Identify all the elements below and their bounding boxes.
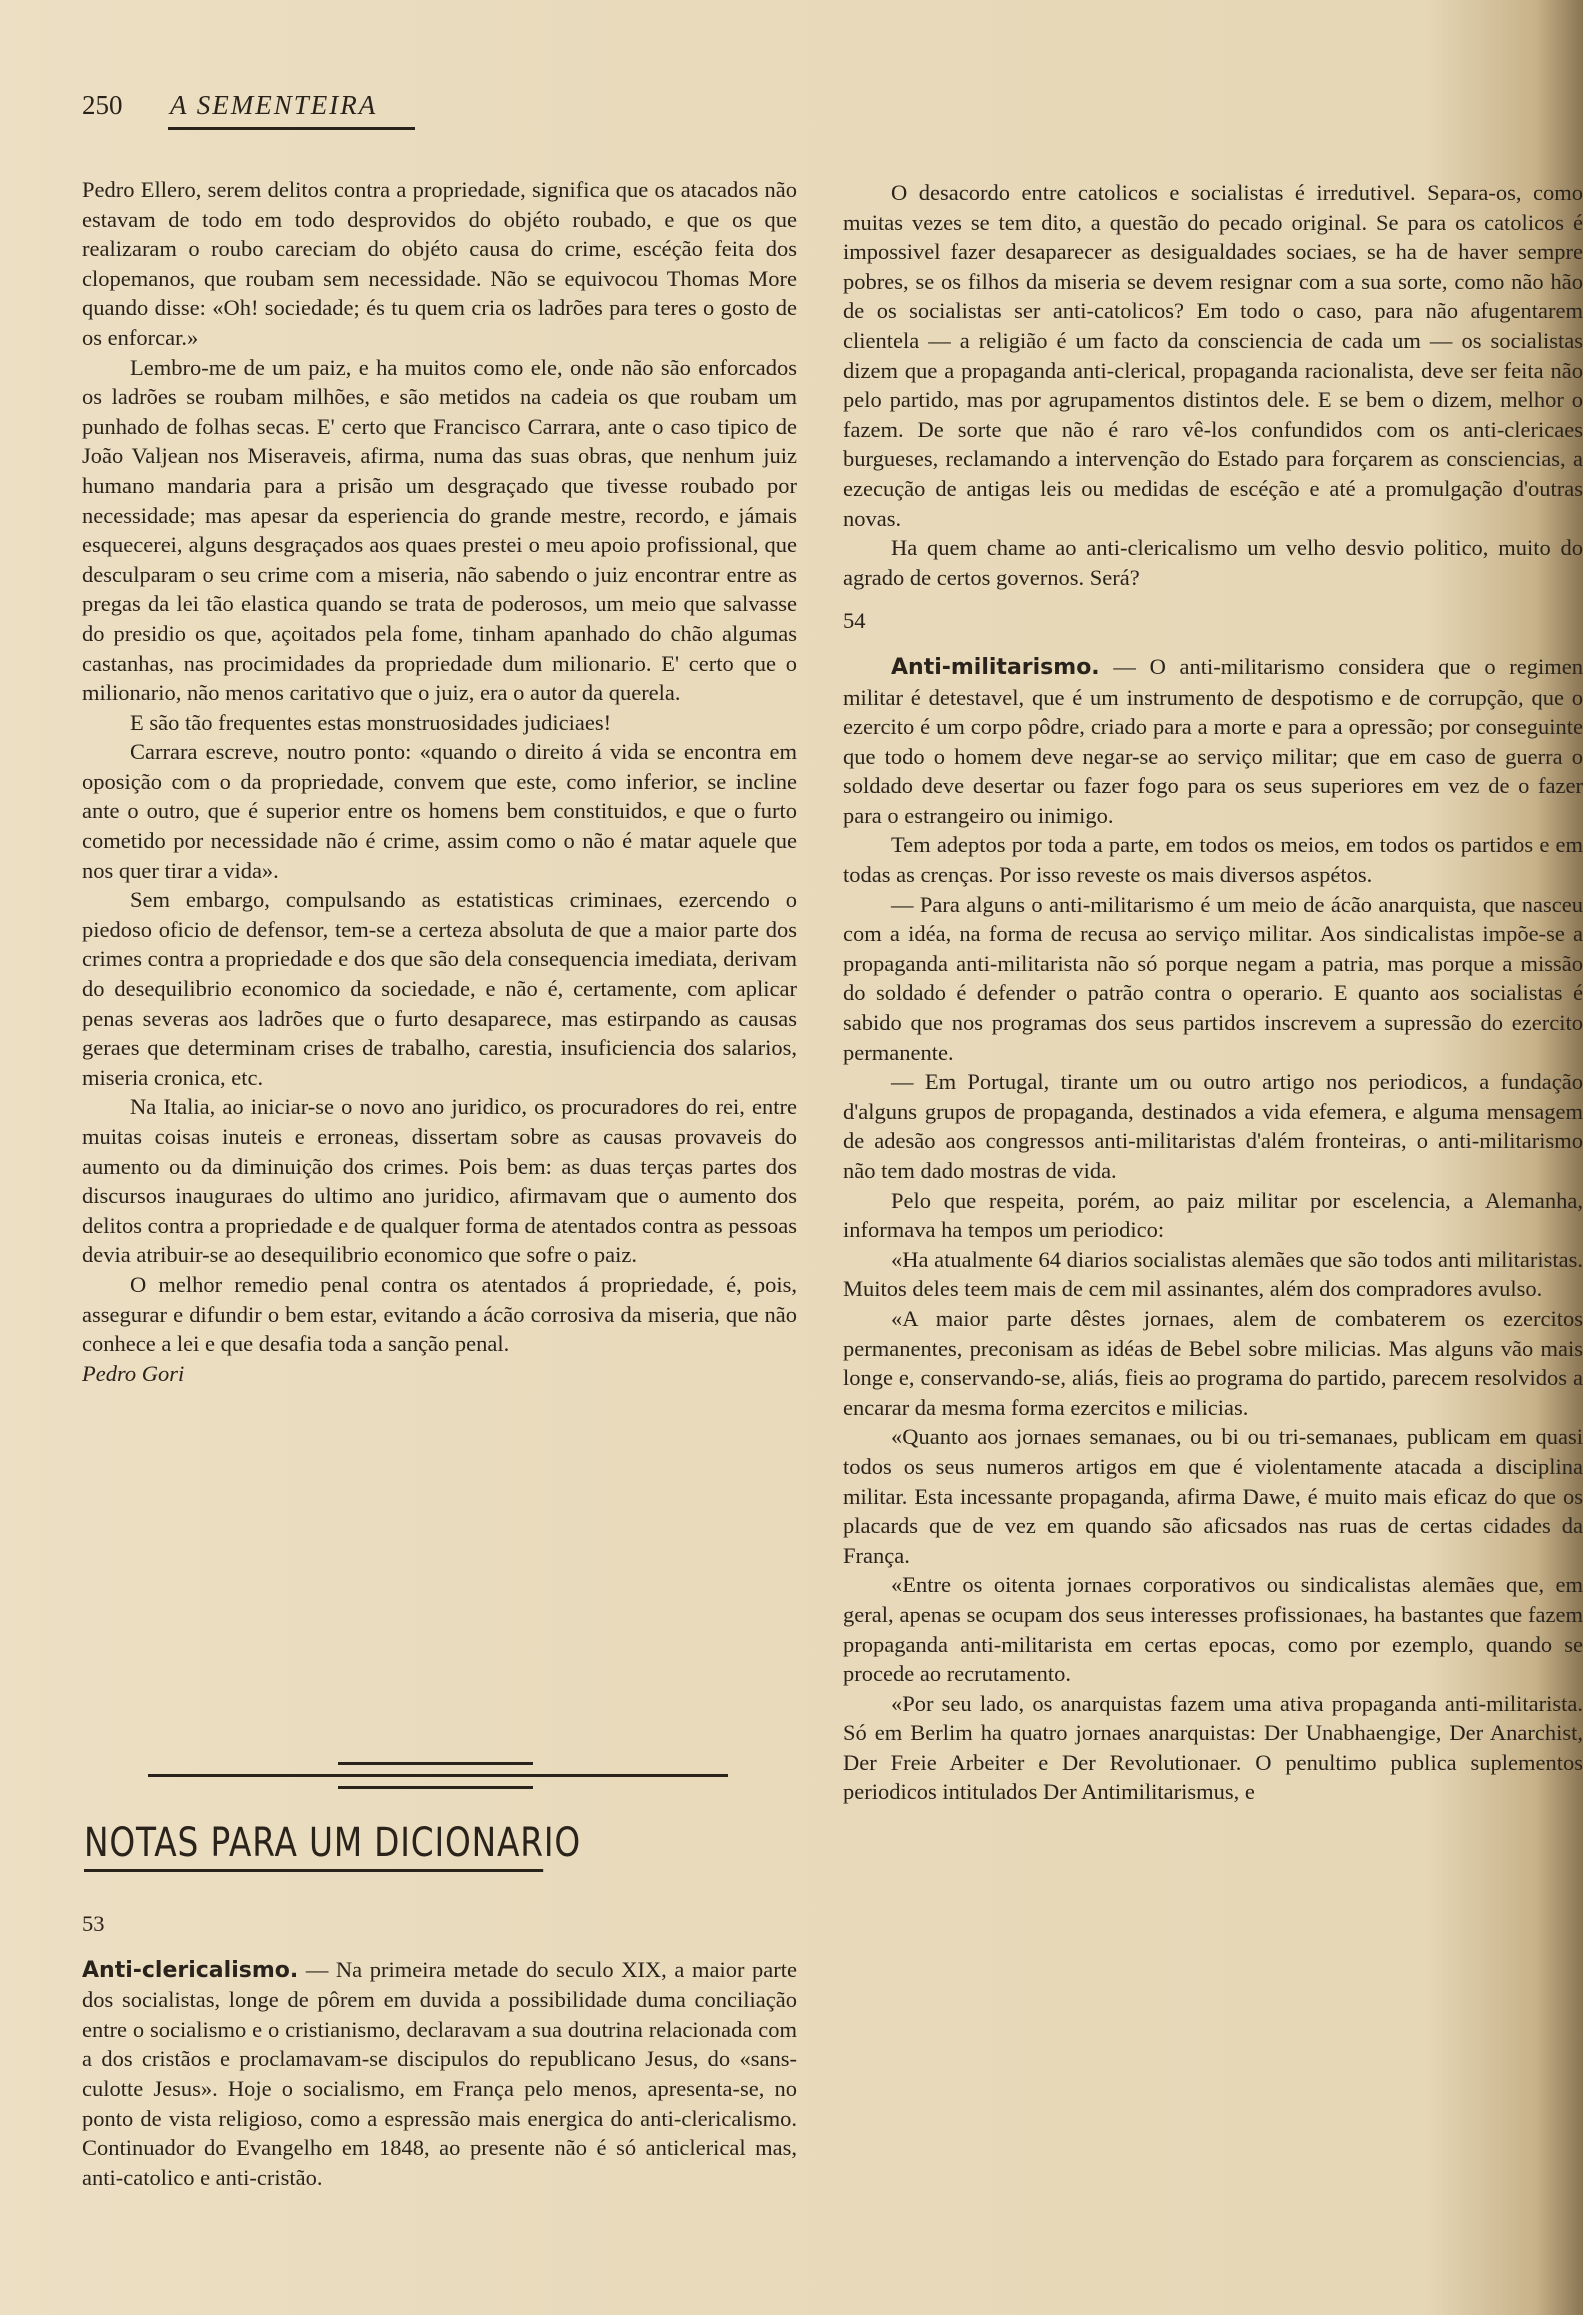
section-divider [148,1770,728,1806]
paragraph: E são tão frequentes estas monstruosidades judiciaes! [130,709,612,735]
left-column [82,175,797,1388]
entry-term: Anti-clericalismo. [82,1957,299,1983]
entry-text: — O anti-militarismo considera que o regimen militar é detestavel, que é um instrumento de despotismo e de corrupção, que o ezercito é um corpo pôdre, criado para a morte e para a opressão; por conseguinte que todo o homem deve negar-se ao serviço militar; que em caso de guerra o soldado deve desertar ou fazer fogo para os seus superiores em vez de o fazer para o estrangeiro ou inimigo. [843,653,1583,828]
entry-number: 54 [843,608,866,634]
entry-term: Anti-militarismo. [891,654,1100,680]
paragraph: «Quanto aos jornaes semanaes, ou bi ou tri-semanaes, publicam em quasi todos os seus numeros artigos em que é violentamente atacada a disciplina militar. Esta incessante propaganda, afirma Dawe, é muito mais eficaz do que os placards que de vez em quando são aficsados nas ruas de certas cidades da França. [843,1424,1583,1568]
paragraph: O desacordo entre catolicos e socialistas é irredutivel. Separa-os, como muitas vezes se tem dito, a questão do pecado original. Se para os catolicos é impossivel fazer desaparecer as desigualdades sociaes, se ha de haver sempre pobres, se os filhos da miseria se devem resignar com a sua sorte, como não hão de os socialistas ser anti-catolicos? Em todo o caso, para não afugentarem clientela — a religião é um facto da consciencia de cada um — os socialistas dizem que a propaganda anti-clerical, propaganda racionalista, deve ser feita não pelo partido, mas por agrupamentos distintos dele. E se bem o dizem, melhor o fazem. De sorte que não é raro vê-los confundidos com os anti-clericaes burgueses, reclamando a intervenção do Estado para forçarem as consciencias, a ezecução de antigas leis ou medidas de escéção e até a promulgação d'outras novas. [843,180,1583,531]
paragraph: Carrara escreve, noutro ponto: «quando o direito á vida se encontra em oposição com o da propriedade, convem que este, como inferior, se incline ante o outro, que é superior entre os homens bem constituidos, e que o furto cometido por necessidade não é crime, assim como o não é matar aquele que nos quer tirar a vida». [82,739,797,883]
paragraph: «Ha atualmente 64 diarios socialistas alemães que são todos anti militaristas. Muitos deles teem mais de cem mil assinantes, além dos compradores avulso. [843,1246,1583,1302]
entry-number: 53 [82,1911,105,1936]
paragraph: O melhor remedio penal contra os atentados á propriedade, é, pois, assegurar e difundir o bem estar, evitando a ácão corrosiva da miseria, que não conhece a lei e que desafia toda a sanção penal. [82,1271,797,1357]
paragraph: «A maior parte dêstes jornaes, alem de combaterem os ezercitos permanentes, preconisam as idéas de Bebel sobre milicias. Mas alguns vão mais longe e, conservando-se, aliás, fieis ao programa do partido, parecem resolvidos a encarar da mesma forma ezercitos e milicias. [843,1305,1583,1420]
paragraph: Ha quem chame ao anti-clericalismo um velho desvio politico, muito do agrado de certos governos. Será? [843,535,1583,590]
paragraph: — Em Portugal, tirante um ou outro artigo nos periodicos, a fundação d'alguns grupos de propaganda, destinados a vida efemera, e alguma mensagem de adesão aos congressos anti-militaristas d'além fronteiras, o anti-militarismo não tem dado mostras de vida. [843,1069,1583,1183]
entry-53 [82,1895,797,2192]
paragraph: «Por seu lado, os anarquistas fazem uma ativa propaganda anti-militarista. Só em Berlim ha quatro jornaes anarquistas: Der Unabhaengige, Der Anarchist, Der Freie Arbeiter e Der Revolutionaer. O penultimo publica suplementos periodicos intitulados Der Antimilitarismus, e [843,1690,1583,1805]
paragraph: Pelo que respeita, porém, ao paiz militar por escelencia, a Alemanha, informava ha tempos um periodico: [843,1187,1583,1243]
section-heading: NOTAS PARA UM DICIONARIO [84,1817,543,1872]
right-column [843,178,1583,1807]
paragraph: — Para alguns o anti-militarismo é um meio de ácão anarquista, que nasceu com a idéa, na forma de recusa ao serviço militar. Aos sindicalistas impõe-se a propaganda anti-militarista não só porque negam a patria, mas porque a missão do soldado é defender o patrão contra o operario. E quanto aos socialistas é sabido que nos programas dos seus partidos inscrevem a supressão do ezercito permanente. [843,891,1583,1065]
page-number: 250 [82,90,123,120]
paragraph: Na Italia, ao iniciar-se o novo ano juridico, os procuradores do rei, entre muitas coisas inuteis e erroneas, dissertam sobre as causas provaveis do aumento ou da diminuição dos crimes. Pois bem: as duas terças partes dos discursos inauguraes do ultimo ano juridico, afirmavam que o aumento dos delitos contra a propriedade e de qualquer forma de atentados contra as pessoas devia atribuir-se ao desequilibrio economico que sofre o paiz. [82,1094,797,1268]
running-title: A SEMENTEIRA [170,90,378,120]
entry-54 [843,652,1583,831]
paragraph: Pedro Ellero, serem delitos contra a propriedade, significa que os atacados não estavam de todo em todo desprovidos do objéto roubado, e que os que realizaram o roubo careciam do objéto causa do crime, escéção feita dos clopemanos, que roubam sem necessidade. Não se equivocou Thomas More quando disse: «Oh! sociedade; és tu quem cria os ladrões para teres o gosto de os enforcar.» [82,177,797,350]
paragraph: Lembro-me de um paiz, e ha muitos como ele, onde não são enforcados os ladrões se roubam milhões, e são metidos na cadeia os que roubam um punhado de folhas secas. E' certo que Francisco Carrara, ante o caso tipico de João Valjean nos Miseraveis, afirma, numa das suas obras, que nenhum juiz humano mandaria para a prisão um desgraçado que tivesse roubado por necessidade; mas apesar da esperiencia do grande mestre, recordo, e jámais esquecerei, alguns desgraçados aos quaes prestei o meu apoio profissional, que desculparam o seu crime com a miseria, não sabendo o juiz encontrar entre as pregas da lei tão elastica quando se trata de poderosos, um meio que salvasse do presidio os que, açoitados pela fome, tinham apanhado do chão algumas castanhas, nas procimidades da propriedade dum milionario. E' certo que o milionario, não menos caritativo que o juiz, era o autor da querela. [82,354,797,706]
paragraph: Sem embargo, compulsando as estatisticas criminaes, ezercendo o piedoso oficio de defensor, tem-se a certeza absoluta de que a maior parte dos crimes contra a propriedade e dos que são dela consequencia imediata, derivam do desequilibrio economico da sociedade, e não é, certamente, com aplicar penas severas aos ladrões que o furto desaparece, mas estirpando as causas geraes que determinam crises de trabalho, carestia, insuficiencia dos salarios, miseria cronica, etc. [82,887,797,1090]
paragraph: «Entre os oitenta jornaes corporativos ou sindicalistas alemães que, em geral, apenas se ocupam dos seus interesses profissionaes, ha bastantes que fazem propaganda anti-militarista em certas epocas, como por ezemplo, quando se procede ao recrutamento. [843,1572,1583,1687]
entry-text: — Na primeira metade do seculo XIX, a maior parte dos socialistas, longe de pôrem em duvida a possibilidade duma conciliação entre o socialismo e o cristianismo, declaravam a sua doutrina relacionada com a dos cristãos e proclamavam-se discipulos do republicano Jesus, do «sans-culotte Jesus». Hoje o socialismo, em França pelo menos, apresenta-se, no ponto de vista religioso, como a espressão mais energica do anti-clericalismo. Continuador do Evangelho em 1848, ao presente não é só anticlerical mas, anti-catolico e anti-cristão. [82,1956,797,2190]
author-signature: Pedro Gori [82,1360,185,1386]
paragraph: Tem adeptos por toda a parte, em todos os meios, em todos os partidos e em todas as crenças. Por isso reveste os mais diversos aspétos. [843,832,1583,888]
header-rule [168,127,415,130]
